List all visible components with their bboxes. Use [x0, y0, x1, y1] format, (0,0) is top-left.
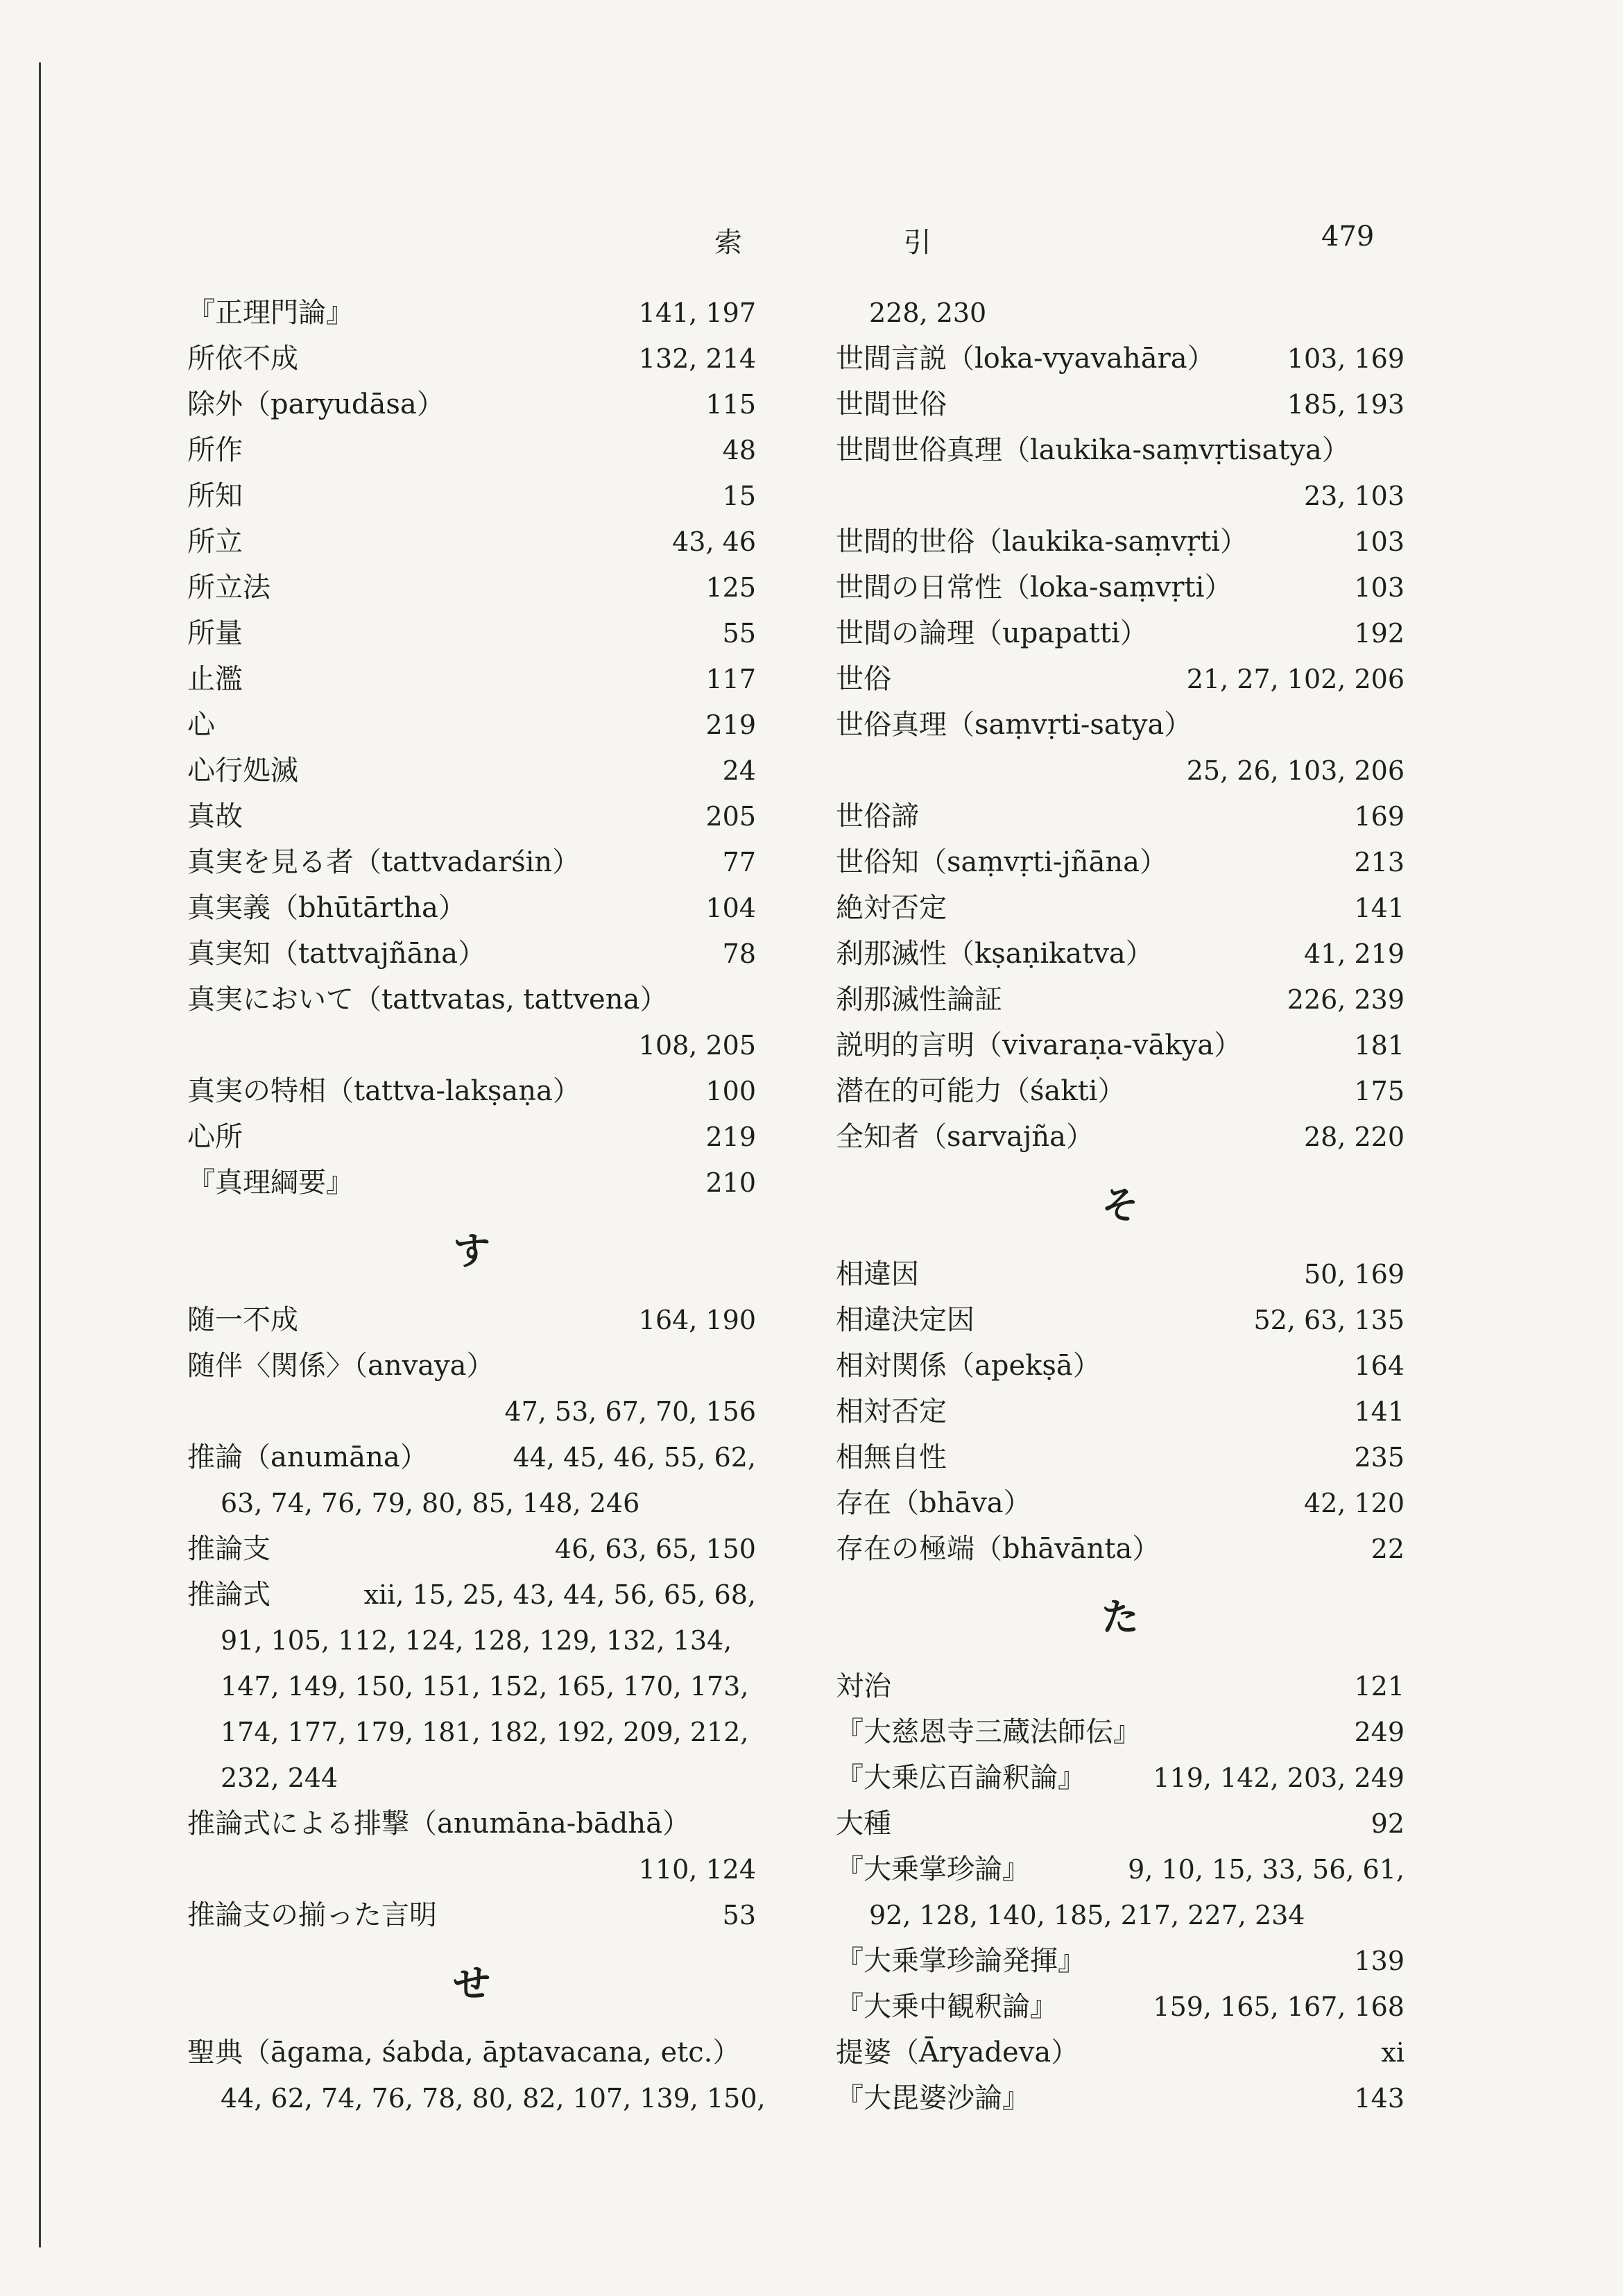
index-term: 随一不成 — [187, 1304, 298, 1336]
page-references: 143 — [1354, 2083, 1405, 2114]
page-references: 24 — [722, 755, 756, 786]
index-entry — [836, 1343, 1405, 1389]
section-heading: そ — [1101, 1183, 1139, 1227]
page-references: 41, 219 — [1303, 939, 1405, 969]
index-entry — [836, 656, 1405, 702]
index-term: 『大乗掌珍論』 — [836, 1853, 1030, 1885]
page-references: 92 — [1371, 1808, 1405, 1839]
index-term: 所量 — [187, 617, 243, 649]
index-entry — [836, 1709, 1405, 1755]
index-term: 世俗知（saṃvṛti-jñāna） — [836, 846, 1168, 878]
entry-continuation-pages: 108, 205 — [638, 1030, 756, 1061]
index-term: 大種 — [836, 1808, 891, 1840]
index-term: 世間的世俗（laukika-saṃvṛti） — [836, 526, 1248, 558]
index-term: 『正理門論』 — [187, 297, 354, 329]
section-heading: す — [453, 1229, 490, 1273]
page-references: 115 — [705, 389, 756, 420]
index-term: 所立法 — [187, 572, 270, 603]
binding-line — [39, 62, 41, 2247]
page-references: 141, 197 — [638, 298, 756, 328]
index-entry — [836, 977, 1405, 1022]
page-references: 125 — [705, 572, 756, 603]
page-references: 77 — [722, 847, 756, 877]
page-references: 164 — [1354, 1351, 1405, 1381]
index-entry — [187, 427, 756, 473]
entry-continuation-pages: 174, 177, 179, 181, 182, 192, 209, 212, — [221, 1717, 749, 1747]
section-heading: せ — [453, 1962, 490, 2005]
index-term: 世間世俗 — [836, 388, 947, 420]
index-entry — [187, 473, 756, 519]
page-references: 50, 169 — [1303, 1259, 1405, 1290]
entry-continuation-pages: 44, 62, 74, 76, 78, 80, 82, 107, 139, 150, — [221, 2083, 766, 2114]
page-references: 210 — [705, 1167, 756, 1198]
page-references: 15 — [722, 481, 756, 511]
page-references: 48 — [722, 435, 756, 465]
index-entry — [836, 931, 1405, 977]
index-entry — [187, 565, 756, 610]
index-entry — [187, 1572, 756, 1618]
index-term: 真実を見る者（tattvadarśin） — [187, 846, 581, 878]
index-entry — [187, 1526, 756, 1572]
index-entry — [187, 2030, 756, 2075]
index-entry — [187, 1068, 756, 1114]
index-term: 世俗真理（saṃvṛti-satya） — [836, 709, 1192, 741]
page-references: 175 — [1354, 1076, 1405, 1106]
entry-continuation-pages: 232, 244 — [221, 1763, 338, 1793]
index-term: 『大慈恩寺三蔵法師伝』 — [836, 1716, 1141, 1748]
index-term: 相対関係（apekṣā） — [836, 1350, 1101, 1382]
index-entry — [836, 1984, 1405, 2030]
index-term: 世間の論理（upapatti） — [836, 617, 1148, 649]
index-term: 除外（paryudāsa） — [187, 388, 445, 420]
index-term: 刹那滅性論証 — [836, 984, 1002, 1016]
page-references: 159, 165, 167, 168 — [1153, 1991, 1405, 2022]
page-references: 42, 120 — [1303, 1488, 1405, 1518]
page-references: 235 — [1354, 1442, 1405, 1473]
page-references: 21, 27, 102, 206 — [1186, 664, 1405, 694]
index-entry — [187, 702, 756, 748]
page-references: 141 — [1354, 893, 1405, 923]
index-entry — [187, 977, 756, 1022]
index-term: 心行処滅 — [187, 755, 298, 787]
page-references: 9, 10, 15, 33, 56, 61, — [1128, 1854, 1405, 1885]
index-entry — [836, 610, 1405, 656]
index-term: 相違決定因 — [836, 1304, 974, 1336]
index-entry — [836, 839, 1405, 885]
page-references: 249 — [1354, 1717, 1405, 1747]
page-references: 219 — [705, 710, 756, 740]
index-entry — [836, 794, 1405, 839]
index-term: 刹那滅性（kṣaṇikatva） — [836, 938, 1153, 970]
page-references: 219 — [705, 1122, 756, 1152]
page-references: 117 — [705, 664, 756, 694]
index-term: 『大乗中観釈論』 — [836, 1991, 1058, 2023]
index-term: 所知 — [187, 480, 243, 512]
page-references: 132, 214 — [638, 343, 756, 374]
index-term: 相違因 — [836, 1258, 919, 1290]
page-references: 53 — [722, 1900, 756, 1930]
index-entry — [836, 519, 1405, 565]
page-references: 103 — [1354, 572, 1405, 603]
index-entry — [836, 1389, 1405, 1434]
index-entry — [836, 427, 1405, 473]
entry-continuation-pages: 23, 103 — [1303, 481, 1405, 511]
page-references: 139 — [1354, 1946, 1405, 1976]
index-entry — [836, 1297, 1405, 1343]
index-term: 所依不成 — [187, 343, 298, 375]
entry-continuation-pages: 228, 230 — [869, 298, 987, 328]
index-entry — [836, 2030, 1405, 2075]
index-entry — [836, 1068, 1405, 1114]
index-term: 真故 — [187, 800, 243, 832]
index-term: 推論式による排撃（anumāna-bādhā） — [187, 1808, 690, 1840]
page-references: 169 — [1354, 801, 1405, 832]
index-term: 止濫 — [187, 663, 243, 695]
index-column-right — [836, 290, 1405, 2121]
index-entry — [187, 748, 756, 794]
section-heading: た — [1101, 1595, 1139, 1639]
index-entry — [836, 1801, 1405, 1847]
index-term: 聖典（āgama, śabda, āptavacana, etc.） — [187, 2037, 741, 2068]
page-number: 479 — [1321, 221, 1375, 252]
index-entry — [836, 885, 1405, 931]
index-term: 『大乗広百論釈論』 — [836, 1762, 1085, 1794]
page-references: xi — [1381, 2037, 1405, 2068]
index-entry — [187, 336, 756, 382]
index-term: 絶対否定 — [836, 892, 947, 924]
index-entry — [836, 1847, 1405, 1892]
index-term: 真実において（tattvatas, tattvena） — [187, 984, 668, 1016]
index-term: 世間世俗真理（laukika-saṃvṛtisatya） — [836, 434, 1350, 466]
entry-continuation-pages: 110, 124 — [638, 1854, 756, 1885]
page-references: 103, 169 — [1287, 343, 1405, 374]
page-references: 46, 63, 65, 150 — [554, 1534, 756, 1564]
index-entry — [187, 1297, 756, 1343]
page-references: 164, 190 — [638, 1305, 756, 1335]
page-references: 100 — [705, 1076, 756, 1106]
index-term: 相無自性 — [836, 1441, 947, 1473]
index-entry — [836, 565, 1405, 610]
page-references: 103 — [1354, 526, 1405, 557]
index-term: 世俗 — [836, 663, 891, 695]
index-entry — [836, 2075, 1405, 2121]
index-term: 心 — [187, 709, 215, 741]
index-entry — [187, 382, 756, 427]
index-entry — [187, 519, 756, 565]
page-references: 205 — [705, 801, 756, 832]
page-references: 226, 239 — [1287, 984, 1405, 1015]
index-entry — [187, 931, 756, 977]
page-references: 44, 45, 46, 55, 62, — [513, 1442, 756, 1473]
index-term: 世間の日常性（loka-saṃvṛti） — [836, 572, 1233, 603]
index-term: 所立 — [187, 526, 243, 558]
index-term: 存在の極端（bhāvānta） — [836, 1533, 1160, 1565]
entry-continuation-pages: 92, 128, 140, 185, 217, 227, 234 — [869, 1900, 1305, 1930]
page-references: 121 — [1354, 1671, 1405, 1702]
index-entry — [836, 1114, 1405, 1160]
index-entry — [187, 885, 756, 931]
index-term: 全知者（sarvajña） — [836, 1121, 1094, 1153]
index-term: 『真理綱要』 — [187, 1167, 354, 1199]
index-entry — [836, 1022, 1405, 1068]
index-entry — [187, 1801, 756, 1847]
index-entry — [187, 1160, 756, 1206]
index-term: 説明的言明（vivaraṇa-vākya） — [836, 1029, 1242, 1061]
index-term: 世間言説（loka-vyavahāra） — [836, 343, 1215, 375]
index-column-left — [187, 290, 766, 2121]
index-term: 『大乗掌珍論発揮』 — [836, 1945, 1085, 1977]
entry-continuation-pages: 147, 149, 150, 151, 152, 165, 170, 173, — [221, 1671, 749, 1702]
index-term: 真実義（bhūtārtha） — [187, 892, 466, 924]
index-entry — [836, 1663, 1405, 1709]
running-header-title: 索 引 — [714, 227, 1008, 259]
index-term: 対治 — [836, 1670, 891, 1702]
page-references: xii, 15, 25, 43, 44, 56, 65, 68, — [363, 1579, 756, 1610]
index-term: 推論支の揃った言明 — [187, 1899, 437, 1931]
page-references: 181 — [1354, 1030, 1405, 1061]
page-references: 52, 63, 135 — [1253, 1305, 1405, 1335]
index-term: 推論支 — [187, 1533, 270, 1565]
entry-continuation-pages: 25, 26, 103, 206 — [1186, 755, 1405, 786]
page-references: 213 — [1354, 847, 1405, 877]
index-term: 心所 — [187, 1121, 243, 1153]
index-entry — [187, 1892, 756, 1938]
index-entry — [836, 702, 1405, 748]
index-entry — [836, 336, 1405, 382]
index-entry — [187, 610, 756, 656]
index-entry — [836, 1755, 1405, 1801]
index-entry — [836, 1434, 1405, 1480]
page-references: 141 — [1354, 1396, 1405, 1427]
index-term: 真実の特相（tattva-lakṣaṇa） — [187, 1075, 581, 1107]
index-term: 所作 — [187, 434, 243, 466]
index-entry — [187, 1114, 756, 1160]
index-term: 潜在的可能力（śakti） — [836, 1075, 1126, 1107]
index-term: 『大毘婆沙論』 — [836, 2082, 1030, 2114]
page-references: 55 — [722, 618, 756, 649]
index-term: 随伴〈関係〉（anvaya） — [187, 1350, 495, 1382]
index-term: 世俗諦 — [836, 800, 919, 832]
index-entry — [187, 839, 756, 885]
page-references: 192 — [1354, 618, 1405, 649]
index-entry — [836, 1938, 1405, 1984]
index-entry — [836, 1480, 1405, 1526]
index-entry — [187, 1343, 756, 1389]
entry-continuation-pages: 47, 53, 67, 70, 156 — [504, 1396, 756, 1427]
page-references: 78 — [722, 939, 756, 969]
index-entry — [836, 1526, 1405, 1572]
index-term: 提婆（Āryadeva） — [836, 2037, 1079, 2068]
entry-continuation-pages: 63, 74, 76, 79, 80, 85, 148, 246 — [221, 1488, 640, 1518]
page-references: 104 — [705, 893, 756, 923]
index-term: 相対否定 — [836, 1396, 947, 1428]
index-entry — [187, 290, 756, 336]
index-term: 真実知（tattvajñāna） — [187, 938, 486, 970]
page-references: 43, 46 — [672, 526, 756, 557]
page-references: 119, 142, 203, 249 — [1153, 1763, 1405, 1793]
index-entry — [187, 1434, 756, 1480]
index-term: 存在（bhāva） — [836, 1487, 1031, 1519]
entry-continuation-pages: 91, 105, 112, 124, 128, 129, 132, 134, — [221, 1625, 732, 1656]
index-entry — [187, 794, 756, 839]
index-entry — [836, 382, 1405, 427]
page-references: 22 — [1371, 1534, 1405, 1564]
page-references: 28, 220 — [1303, 1122, 1405, 1152]
index-term: 推論式 — [187, 1579, 270, 1611]
index-term: 推論（anumāna） — [187, 1441, 428, 1473]
index-entry — [836, 1251, 1405, 1297]
page-references: 185, 193 — [1287, 389, 1405, 420]
index-entry — [187, 656, 756, 702]
